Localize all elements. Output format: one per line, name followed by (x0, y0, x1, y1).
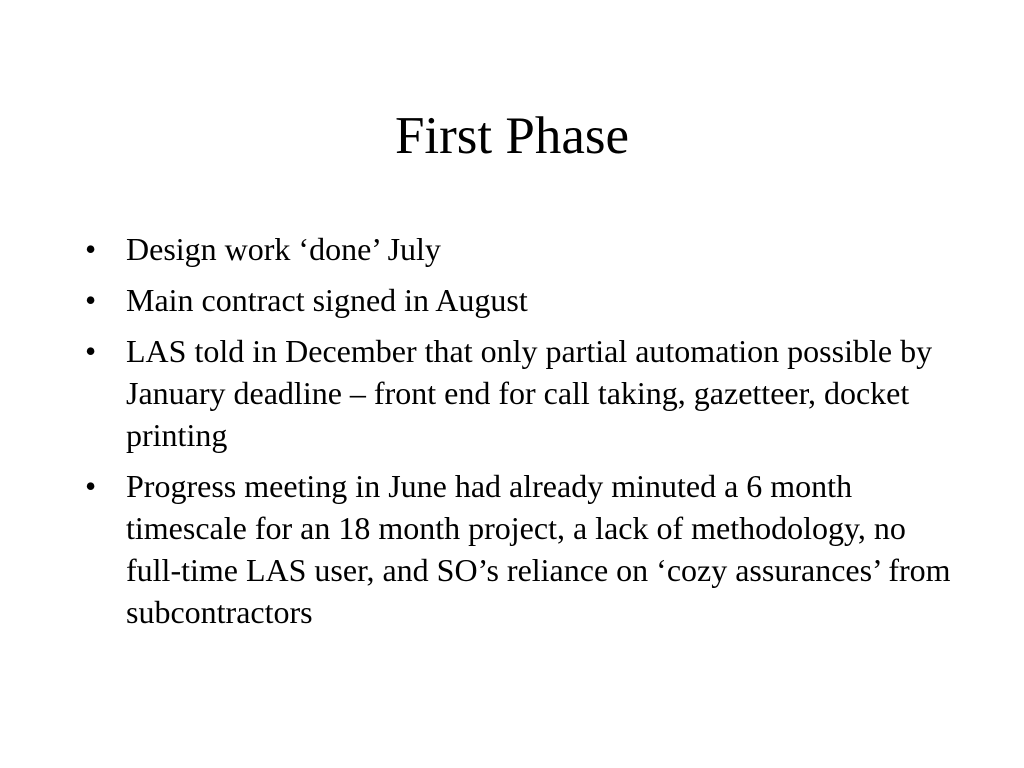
bullet-icon: • (85, 231, 97, 267)
bullet-text: Main contract signed in August (126, 282, 528, 318)
bullet-text: Design work ‘done’ July (126, 231, 441, 267)
bullet-item (85, 330, 955, 456)
bullet-icon: • (85, 468, 97, 504)
slide-title: First Phase (394, 107, 630, 165)
bullet-icon: • (85, 333, 97, 369)
bullet-text: Progress meeting in June had already minuted a 6 month timescale for an 18 month project, a lack of methodology, no full-time LAS user, and SO’s reliance on ‘cozy assurances’ from subcontractors (126, 468, 951, 630)
bullet-text: LAS told in December that only partial automation possible by January deadline – front end for call taking, gazetteer, docket printing (126, 333, 933, 453)
bullet-list (85, 228, 955, 642)
bullet-item (85, 465, 955, 633)
bullet-item (85, 228, 955, 270)
bullet-item (85, 279, 955, 321)
bullet-icon: • (85, 282, 97, 318)
